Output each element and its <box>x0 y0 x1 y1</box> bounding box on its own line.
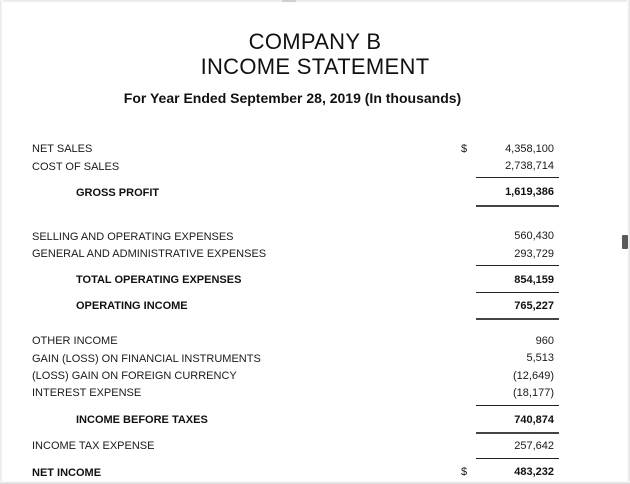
income-before-taxes-value: 740,874 <box>514 414 554 426</box>
net-income-label: NET INCOME <box>32 467 102 479</box>
statement-title: INCOME STATEMENT <box>200 54 430 79</box>
subtotal-rule <box>476 405 559 406</box>
net-sales-currency: $ <box>461 143 468 155</box>
net-income-currency: $ <box>461 466 468 478</box>
cost-of-sales-value: 2,738,714 <box>505 160 554 172</box>
total-rule <box>476 432 559 434</box>
top-tab-marker <box>282 0 296 2</box>
net-sales-value: 4,358,100 <box>505 143 554 155</box>
operating-income-label: OPERATING INCOME <box>76 300 188 312</box>
other-income-value: 960 <box>535 335 554 347</box>
other-income-label: OTHER INCOME <box>32 335 118 347</box>
loss-foreign-label: (LOSS) GAIN ON FOREIGN CURRENCY <box>32 370 237 382</box>
gain-financial-value: 5,513 <box>526 352 554 364</box>
subtotal-rule <box>476 265 559 266</box>
income-before-taxes-label: INCOME BEFORE TAXES <box>76 414 208 426</box>
general-admin-value: 293,729 <box>514 248 554 260</box>
loss-foreign-value: (12,649) <box>513 370 554 382</box>
total-operating-label: TOTAL OPERATING EXPENSES <box>76 274 242 286</box>
total-rule <box>476 318 559 320</box>
total-operating-value: 854,159 <box>514 274 554 286</box>
interest-expense-value: (18,177) <box>513 387 554 399</box>
general-admin-label: GENERAL AND ADMINISTRATIVE EXPENSES <box>32 248 267 260</box>
operating-income-value: 765,227 <box>514 300 554 312</box>
gross-profit-value: 1,619,386 <box>505 186 554 198</box>
subtotal-rule <box>476 292 559 293</box>
selling-operating-label: SELLING AND OPERATING EXPENSES <box>32 231 234 243</box>
net-sales-label: NET SALES <box>32 143 93 155</box>
net-income-value: 483,232 <box>514 466 554 478</box>
page-edge-top <box>0 0 630 3</box>
scrollbar-thumb[interactable] <box>622 235 628 249</box>
income-tax-label: INCOME TAX EXPENSE <box>32 440 155 452</box>
selling-operating-value: 560,430 <box>514 230 554 242</box>
interest-expense-label: INTEREST EXPENSE <box>32 387 142 399</box>
period-subtitle: For Year Ended September 28, 2019 (In thousands) <box>123 90 462 106</box>
subtotal-rule <box>476 177 559 178</box>
total-rule <box>476 205 559 207</box>
subtotal-rule <box>476 458 559 459</box>
gain-financial-label: GAIN (LOSS) ON FINANCIAL INSTRUMENTS <box>32 353 261 365</box>
income-tax-value: 257,642 <box>514 440 554 452</box>
company-name: COMPANY B <box>248 29 382 54</box>
gross-profit-label: GROSS PROFIT <box>76 187 160 199</box>
cost-of-sales-label: COST OF SALES <box>32 161 120 173</box>
